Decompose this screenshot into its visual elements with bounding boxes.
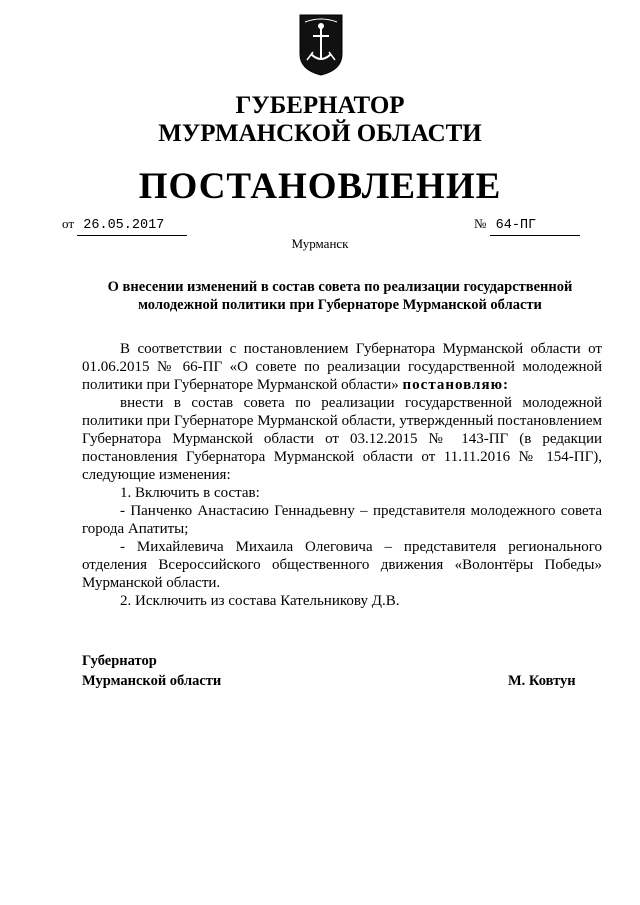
- date-prefix: от: [62, 216, 75, 231]
- preamble-paragraph: [82, 340, 602, 394]
- number-value: 64-ПГ: [490, 217, 580, 236]
- item-1-b: - Михайлевича Михаила Олеговича – представителя регионального отделения Всероссийского общественного движения «Волонтёры Победы» Мурманской области.: [82, 539, 602, 591]
- position-line2: Мурманской области: [82, 673, 222, 689]
- changes-paragraph: внести в состав совета по реализации государственной молодежной политики при Губернаторе Мурманской области, утвержденный постановлением Губернатора Мурманской области от 03.12.2015 № 143-ПГ (в редакции постановления Губернатора Мурманской области от 11.11.2016 № 154-ПГ), следующие изменения:: [82, 395, 602, 483]
- issuer-title-line2: МУРМАНСКОЙ ОБЛАСТИ: [158, 120, 482, 147]
- date-value: 26.05.2017: [77, 217, 187, 236]
- signature-area: [228, 624, 460, 704]
- item-1: 1. Включить в состав:: [120, 485, 260, 501]
- number-prefix: №: [474, 216, 487, 231]
- item-2: 2. Исключить из состава Кательникову Д.В.: [120, 593, 400, 609]
- subject-line1: О внесении изменений в состав совета по реализации государственной: [107, 279, 573, 295]
- signatory-position: [82, 651, 221, 691]
- subject-line2: молодежной политики при Губернаторе Мурманской области: [138, 297, 542, 313]
- document-type: ПОСТАНОВЛЕНИЕ: [138, 166, 502, 207]
- decree-word: постановляю:: [402, 377, 510, 393]
- document-subject: [80, 278, 600, 314]
- item-1-a: - Панченко Анастасию Геннадьевну – представителя молодежного совета города Апатиты;: [82, 503, 602, 537]
- document-body: [82, 340, 602, 610]
- issue-city: Мурманск: [291, 236, 349, 251]
- document-date: [62, 215, 187, 236]
- document-number: [474, 215, 580, 236]
- position-line1: Губернатор: [82, 653, 157, 669]
- coat-of-arms-icon: [299, 14, 343, 76]
- signatory-name: М. Ковтун: [508, 673, 576, 689]
- preamble-text: В соответствии с постановлением Губернатора Мурманской области от 01.06.2015 № 66-ПГ «О совете по реализации государственной молодежной политики при Губернаторе Мурманской области»: [82, 341, 602, 393]
- issuer-title-line1: ГУБЕРНАТОР: [235, 92, 405, 119]
